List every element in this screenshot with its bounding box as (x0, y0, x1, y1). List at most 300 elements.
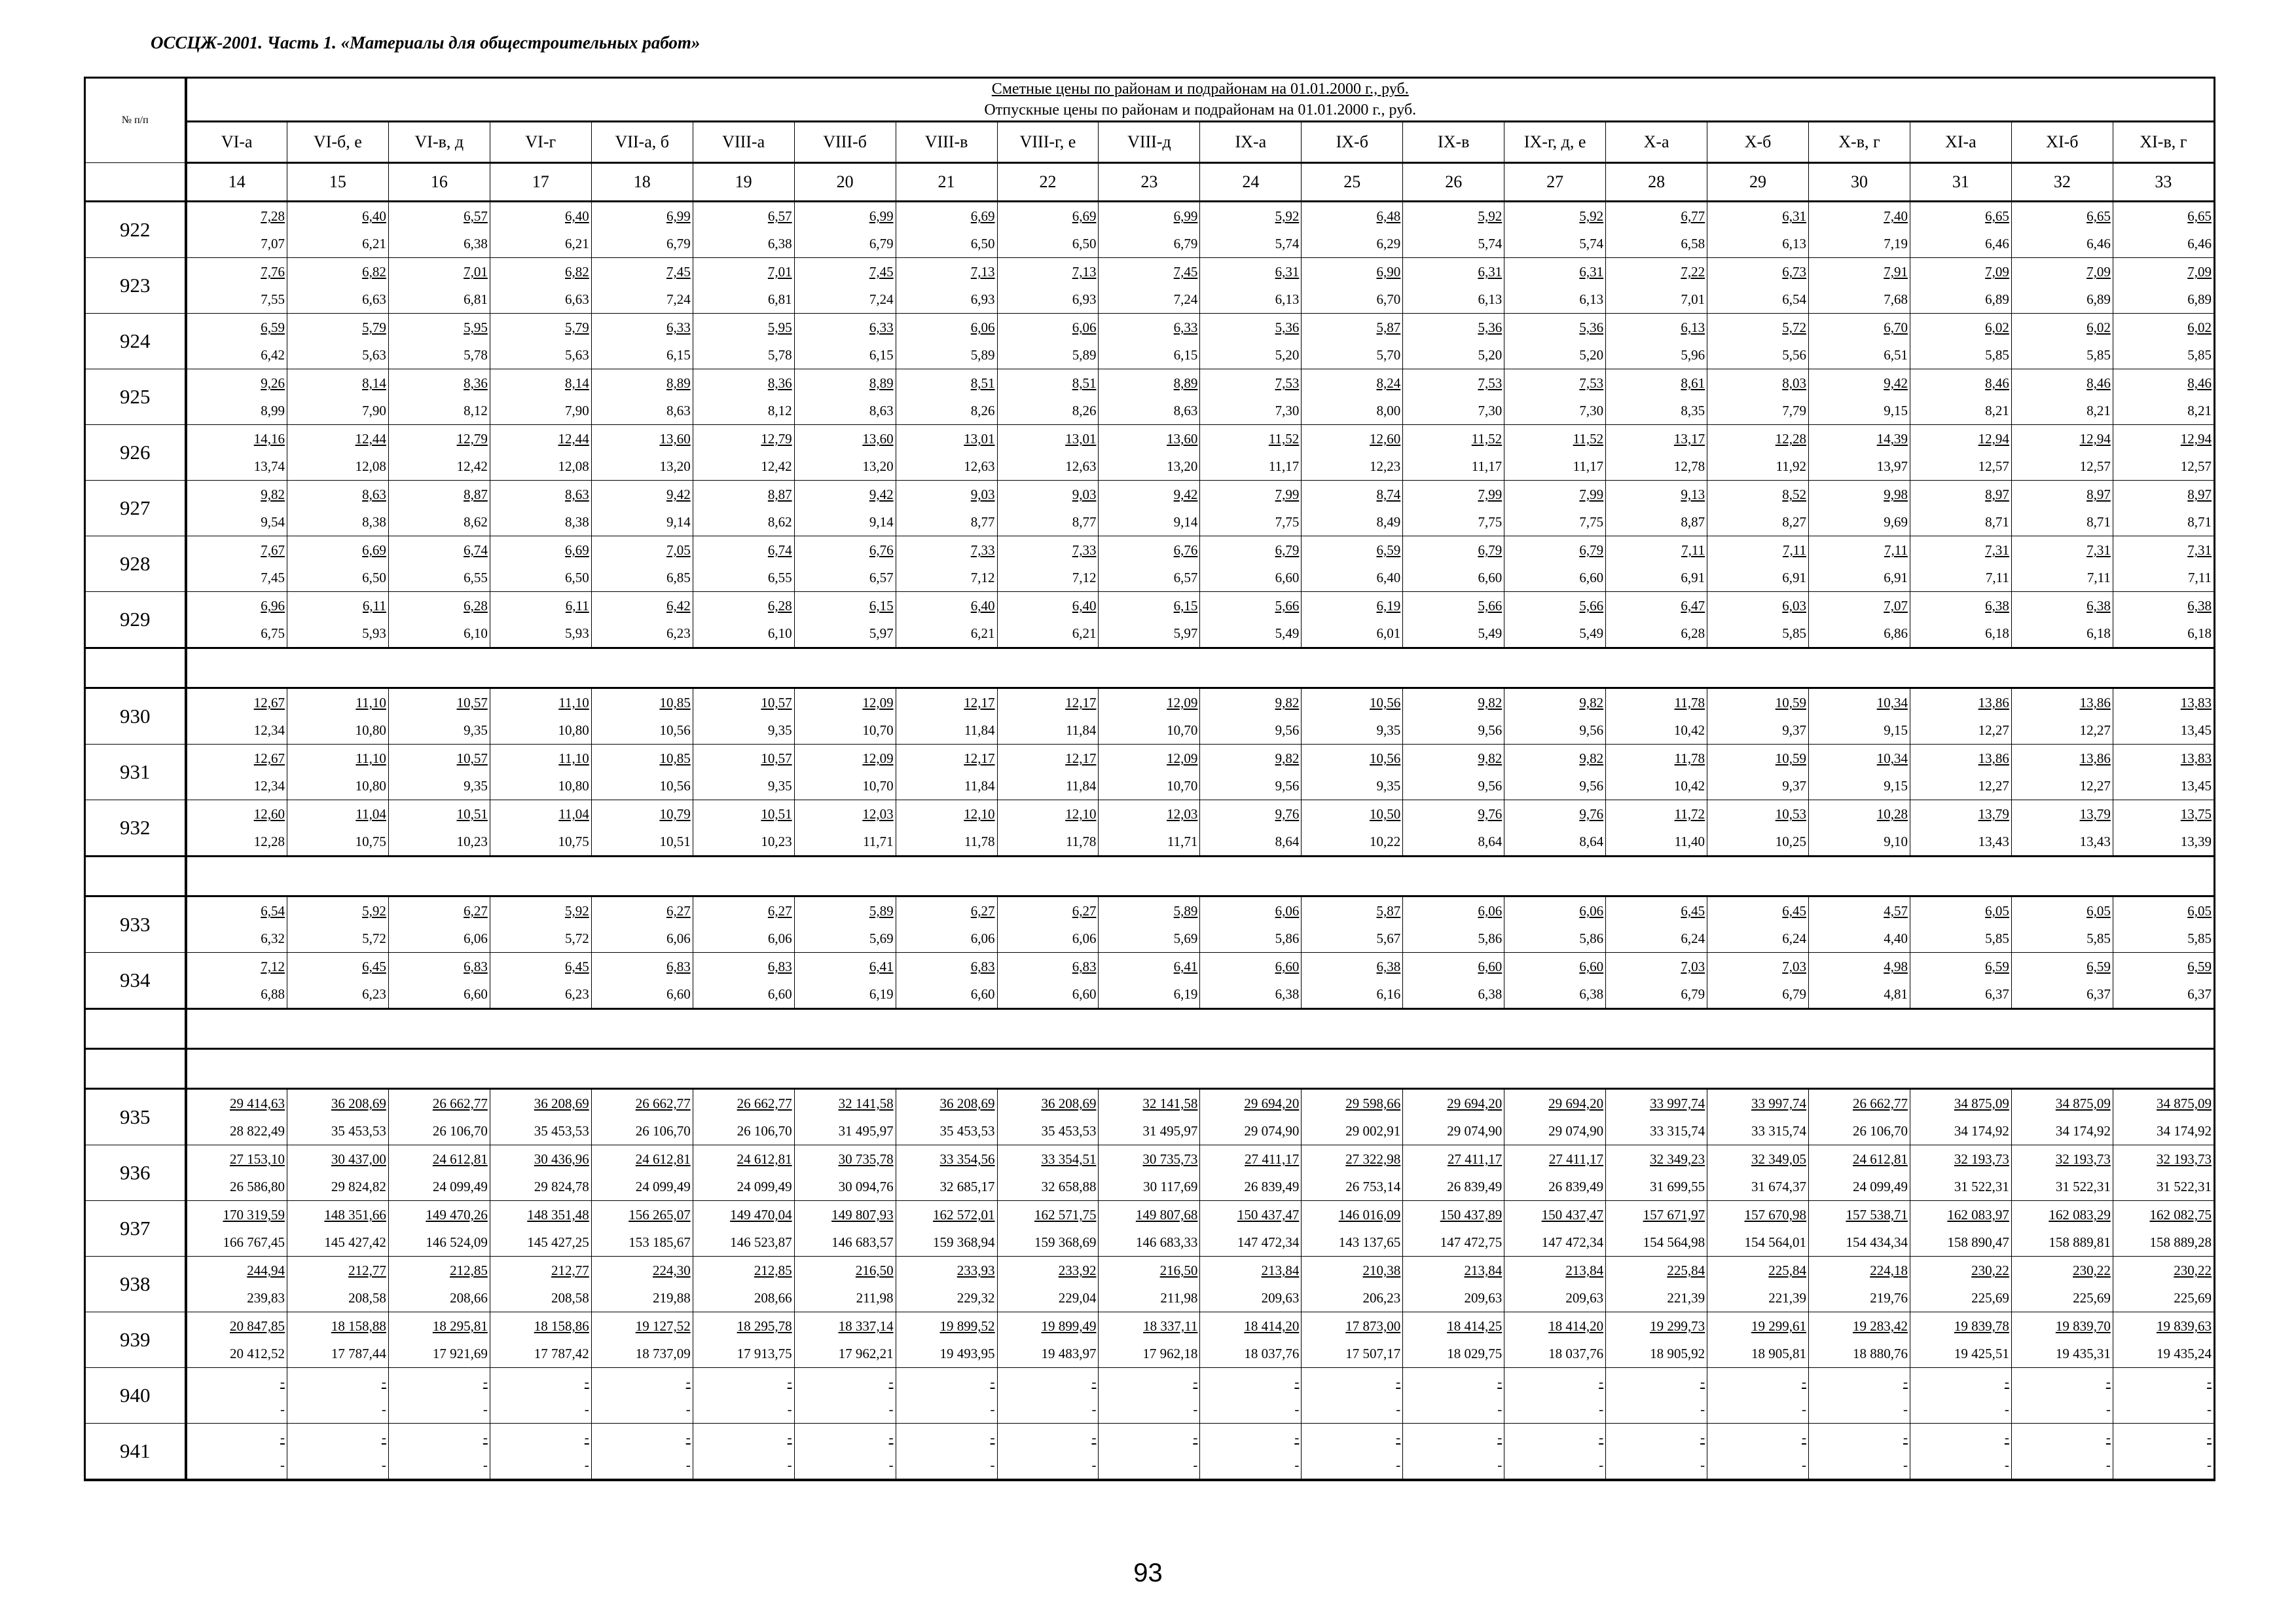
estimated-price: 5,36 (1579, 320, 1604, 335)
price-cell (1504, 953, 1606, 1009)
estimated-price: 10,53 (1775, 806, 1806, 822)
price-cell (490, 1089, 591, 1145)
page-number: 93 (1133, 1559, 1163, 1587)
price-cell (388, 800, 490, 857)
price-cell (1200, 1089, 1302, 1145)
estimated-price: 5,79 (565, 320, 589, 335)
estimated-price: 10,56 (1370, 750, 1401, 766)
estimated-price: - (2004, 1430, 2009, 1445)
release-price: 9,69 (1884, 514, 1908, 530)
estimated-price: 32 193,73 (1954, 1151, 2009, 1167)
price-cell (896, 688, 997, 745)
price-cell (896, 369, 997, 425)
price-cell (1809, 1145, 1910, 1201)
release-price: 26 839,49 (1244, 1179, 1300, 1194)
region-header: IX-б (1302, 122, 1403, 163)
release-price: 8,63 (869, 403, 894, 418)
estimated-price: 12,60 (253, 806, 285, 822)
price-cell (490, 1424, 591, 1481)
price-cell (1809, 1424, 1910, 1481)
estimated-price: 8,61 (1681, 375, 1705, 391)
release-price: - (1091, 1457, 1097, 1473)
estimated-price: 24 612,81 (432, 1151, 488, 1167)
price-cell (1606, 800, 1707, 857)
release-price: 10,23 (761, 834, 792, 849)
estimated-price: 12,17 (964, 695, 995, 710)
price-cell (2011, 1089, 2113, 1145)
release-price: 8,21 (1985, 403, 2009, 418)
estimated-price: 6,06 (970, 320, 995, 335)
price-cell (591, 1424, 693, 1481)
price-cell (794, 1257, 896, 1312)
estimated-price: 6,05 (1985, 903, 2009, 919)
release-price: 6,63 (565, 291, 589, 307)
estimated-price: 26 662,77 (737, 1096, 792, 1111)
price-cell (2011, 1312, 2113, 1368)
estimated-price: 18 414,20 (1244, 1318, 1300, 1334)
price-cell (591, 536, 693, 592)
price-cell (1910, 1312, 2011, 1368)
row-number: 925 (85, 369, 186, 425)
estimated-price: 213,84 (1565, 1263, 1604, 1278)
release-price: 11,17 (1573, 458, 1604, 474)
estimated-price: 8,14 (362, 375, 386, 391)
price-cell (2011, 745, 2113, 800)
estimated-price: 7,13 (970, 264, 995, 280)
estimated-price: 13,75 (2180, 806, 2212, 822)
release-price: - (1903, 1401, 1908, 1417)
release-price: 26 839,49 (1447, 1179, 1503, 1194)
release-price: 9,37 (1782, 722, 1806, 738)
release-price: 8,77 (1072, 514, 1097, 530)
release-price: 145 427,42 (324, 1234, 386, 1250)
estimated-price: 6,60 (1275, 959, 1300, 974)
release-price: 10,70 (1167, 722, 1198, 738)
price-cell (186, 1312, 287, 1368)
price-cell (794, 536, 896, 592)
table-row (85, 1312, 2215, 1368)
price-cell (591, 1312, 693, 1368)
release-price: 225,69 (2174, 1290, 2212, 1306)
price-cell (1504, 1257, 1606, 1312)
region-header: IX-в (1403, 122, 1504, 163)
estimated-price: 34 875,09 (1954, 1096, 2009, 1111)
release-price: 147 472,34 (1541, 1234, 1604, 1250)
release-price: 9,15 (1884, 722, 1908, 738)
price-cell (2011, 369, 2113, 425)
price-cell (896, 1201, 997, 1257)
release-price: 19 435,24 (2157, 1346, 2212, 1361)
estimated-price: 19 127,52 (635, 1318, 691, 1334)
release-price: 12,23 (1370, 458, 1401, 474)
estimated-price: - (280, 1430, 285, 1445)
release-price: 206,23 (1362, 1290, 1401, 1306)
release-price: 24 099,49 (635, 1179, 691, 1194)
release-price: 4,81 (1884, 986, 1908, 1002)
release-price: 12,27 (2079, 722, 2111, 738)
release-price: 29 824,82 (331, 1179, 386, 1194)
estimated-price: - (990, 1374, 995, 1390)
estimated-price: 6,33 (869, 320, 894, 335)
row-number: 933 (85, 896, 186, 953)
release-price: 6,13 (1275, 291, 1300, 307)
region-header: VIII-г, е (997, 122, 1099, 163)
release-price: 7,11 (2188, 570, 2212, 585)
price-cell (1809, 896, 1910, 953)
price-cell (896, 800, 997, 857)
release-price: 31 674,37 (1751, 1179, 1806, 1194)
region-header: VII-а, б (591, 122, 693, 163)
estimated-price: - (483, 1374, 488, 1390)
estimated-price: 11,10 (355, 750, 386, 766)
release-price: 229,32 (957, 1290, 995, 1306)
release-price: 31 495,97 (838, 1123, 894, 1139)
price-cell (2011, 688, 2113, 745)
release-price: 10,75 (558, 834, 589, 849)
price-cell (186, 1089, 287, 1145)
release-price: 17 921,69 (432, 1346, 488, 1361)
estimated-price: 13,86 (2079, 750, 2111, 766)
price-cell (1403, 425, 1504, 481)
estimated-price: 7,09 (2086, 264, 2111, 280)
estimated-price: 148 351,66 (324, 1207, 386, 1223)
estimated-price: 6,38 (2086, 598, 2111, 614)
price-cell (1707, 369, 1809, 425)
price-cell (1910, 1257, 2011, 1312)
price-cell (2113, 1312, 2214, 1368)
price-cell (2113, 1424, 2214, 1481)
release-price: 6,06 (1072, 931, 1097, 946)
estimated-price: 8,46 (2086, 375, 2111, 391)
estimated-price: 8,89 (666, 375, 691, 391)
price-cell (1504, 1089, 1606, 1145)
price-cell (2113, 896, 2214, 953)
release-price: 225,69 (2073, 1290, 2111, 1306)
estimated-price: 6,54 (261, 903, 285, 919)
price-cell (997, 1089, 1099, 1145)
release-price: 11,84 (964, 722, 995, 738)
price-cell (490, 481, 591, 536)
price-cell (2113, 314, 2214, 369)
estimated-price: 30 437,00 (331, 1151, 386, 1167)
price-cell (1302, 800, 1403, 857)
release-price: 6,23 (362, 986, 386, 1002)
release-price: 29 824,78 (534, 1179, 589, 1194)
estimated-price: 6,59 (1985, 959, 2009, 974)
release-price: 8,62 (464, 514, 488, 530)
release-price: 6,16 (1376, 986, 1401, 1002)
release-price: 5,63 (565, 347, 589, 363)
price-cell (186, 314, 287, 369)
release-price: 17 507,17 (1345, 1346, 1401, 1361)
release-price: - (1091, 1401, 1097, 1417)
estimated-price: 29 598,66 (1345, 1096, 1401, 1111)
price-cell (1606, 1257, 1707, 1312)
price-cell (2113, 688, 2214, 745)
price-cell (490, 1257, 591, 1312)
price-cell (490, 314, 591, 369)
estimated-price: - (787, 1374, 792, 1390)
estimated-price: 9,82 (1275, 750, 1300, 766)
row-number: 936 (85, 1145, 186, 1201)
price-cell (1504, 1424, 1606, 1481)
price-cell (388, 1201, 490, 1257)
release-price: 7,30 (1275, 403, 1300, 418)
estimated-price: 6,77 (1681, 208, 1705, 224)
estimated-price: 5,92 (1275, 208, 1300, 224)
release-price: 19 483,97 (1041, 1346, 1097, 1361)
price-cell (186, 1368, 287, 1424)
table-row (85, 953, 2215, 1009)
estimated-price: 9,26 (261, 375, 285, 391)
release-price: 5,72 (362, 931, 386, 946)
price-cell (490, 745, 591, 800)
estimated-price: 7,09 (1985, 264, 2009, 280)
price-cell (1099, 800, 1200, 857)
price-cell (1707, 953, 1809, 1009)
release-price: - (888, 1457, 894, 1473)
release-price: 6,21 (1072, 625, 1097, 641)
price-cell (1707, 1257, 1809, 1312)
estimated-price: 6,03 (1782, 598, 1806, 614)
estimated-price: 6,27 (970, 903, 995, 919)
estimated-price: 170 319,59 (223, 1207, 285, 1223)
release-price: 35 453,53 (939, 1123, 995, 1139)
estimated-price: 5,95 (464, 320, 488, 335)
release-price: 12,42 (456, 458, 488, 474)
estimated-price: 12,67 (253, 695, 285, 710)
release-price: 7,19 (1884, 236, 1908, 251)
column-number: 17 (490, 163, 591, 202)
price-cell (1403, 1145, 1504, 1201)
section-separator-row (85, 1009, 2215, 1049)
price-cell (1099, 536, 1200, 592)
price-cell (1809, 1257, 1910, 1312)
release-price: - (1802, 1457, 1806, 1473)
estimated-price: 150 437,89 (1440, 1207, 1503, 1223)
price-cell (2011, 258, 2113, 314)
price-cell (1606, 314, 1707, 369)
release-price: - (1599, 1401, 1604, 1417)
estimated-price: 9,76 (1478, 806, 1503, 822)
release-price: 147 472,34 (1237, 1234, 1300, 1250)
estimated-price: 6,83 (970, 959, 995, 974)
release-price: 6,86 (1884, 625, 1908, 641)
release-price: - (888, 1401, 894, 1417)
release-price: 10,70 (862, 722, 894, 738)
region-header: VIII-д (1099, 122, 1200, 163)
estimated-price: 6,57 (767, 208, 792, 224)
price-cell (1504, 1201, 1606, 1257)
release-price: - (381, 1401, 386, 1417)
release-price: - (1497, 1457, 1503, 1473)
estimated-price: 6,83 (464, 959, 488, 974)
estimated-price: 8,74 (1376, 487, 1401, 502)
price-cell (1606, 425, 1707, 481)
estimated-price: - (1599, 1430, 1604, 1445)
price-cell (997, 800, 1099, 857)
release-price: 6,58 (1681, 236, 1705, 251)
estimated-price: 6,65 (2187, 208, 2212, 224)
release-price: 12,57 (2180, 458, 2212, 474)
estimated-price: 7,99 (1579, 487, 1604, 502)
price-cell (2011, 896, 2113, 953)
estimated-price: 7,11 (1783, 542, 1806, 558)
price-cell (997, 1145, 1099, 1201)
release-price: 208,58 (348, 1290, 386, 1306)
estimated-price: 10,50 (1370, 806, 1401, 822)
price-cell (693, 314, 794, 369)
estimated-price: 6,69 (1072, 208, 1097, 224)
release-price: 18 737,09 (635, 1346, 691, 1361)
estimated-price: 7,45 (666, 264, 691, 280)
release-price: 9,35 (767, 778, 792, 794)
price-cell (1302, 314, 1403, 369)
release-price: 24 099,49 (1852, 1179, 1908, 1194)
release-price: 6,21 (565, 236, 589, 251)
price-cell (693, 1424, 794, 1481)
release-price: 26 839,49 (1548, 1179, 1604, 1194)
estimated-price: - (1903, 1374, 1908, 1390)
release-price: 12,63 (1065, 458, 1097, 474)
price-cell (997, 258, 1099, 314)
price-cell (1606, 1201, 1707, 1257)
separator-cell (186, 1009, 2215, 1049)
price-cell (2113, 258, 2214, 314)
estimated-price: 7,12 (261, 959, 285, 974)
estimated-price: 6,79 (1478, 542, 1503, 558)
release-price: 7,12 (970, 570, 995, 585)
price-cell (896, 258, 997, 314)
estimated-price: 34 875,09 (2055, 1096, 2111, 1111)
release-price: 6,79 (1681, 986, 1705, 1002)
price-cell (1606, 1312, 1707, 1368)
estimated-price: 7,76 (261, 264, 285, 280)
release-price: 8,71 (2187, 514, 2212, 530)
estimated-price: 6,70 (1884, 320, 1908, 335)
price-cell (693, 258, 794, 314)
price-cell (1099, 314, 1200, 369)
estimated-price: 6,06 (1275, 903, 1300, 919)
column-number: 23 (1099, 163, 1200, 202)
release-price: 5,89 (970, 347, 995, 363)
release-price: 35 453,53 (534, 1123, 589, 1139)
price-cell (1504, 1145, 1606, 1201)
table-row (85, 369, 2215, 425)
release-price: 11,84 (964, 778, 995, 794)
price-cell (794, 1312, 896, 1368)
estimated-price: 6,13 (1681, 320, 1705, 335)
release-price: 208,58 (551, 1290, 589, 1306)
estimated-price: 12,28 (1775, 431, 1806, 447)
release-price: 6,55 (464, 570, 488, 585)
price-cell (1200, 314, 1302, 369)
estimated-price: 10,59 (1775, 695, 1806, 710)
release-price: 6,18 (2187, 625, 2212, 641)
estimated-price: 27 411,17 (1548, 1151, 1604, 1167)
price-cell (693, 953, 794, 1009)
price-cell (896, 592, 997, 648)
release-price: 9,56 (1275, 778, 1300, 794)
price-cell (591, 953, 693, 1009)
price-cell (794, 953, 896, 1009)
release-price: 9,35 (464, 722, 488, 738)
release-price: 5,49 (1478, 625, 1503, 641)
price-cell (693, 1368, 794, 1424)
estimated-price: 12,03 (1167, 806, 1198, 822)
price-cell (287, 1201, 388, 1257)
estimated-price: 212,85 (754, 1263, 792, 1278)
estimated-price: 157 670,98 (1744, 1207, 1806, 1223)
release-price: 5,85 (2086, 931, 2111, 946)
estimated-price: 9,98 (1884, 487, 1908, 502)
release-price: 13,20 (862, 458, 894, 474)
row-number: 928 (85, 536, 186, 592)
price-cell (1099, 481, 1200, 536)
estimated-price: 4,98 (1884, 959, 1908, 974)
price-cell (1099, 688, 1200, 745)
price-cell (1200, 369, 1302, 425)
column-number: 27 (1504, 163, 1606, 202)
estimated-price: 6,27 (666, 903, 691, 919)
release-price: 6,91 (1782, 570, 1806, 585)
release-price: 6,50 (970, 236, 995, 251)
region-header: XI-б (2011, 122, 2113, 163)
release-price: 7,75 (1478, 514, 1503, 530)
release-price: 6,24 (1782, 931, 1806, 946)
estimated-price: - (584, 1430, 589, 1445)
estimated-price: 12,03 (862, 806, 894, 822)
separator-cell (85, 648, 186, 688)
estimated-price: 13,86 (1978, 750, 2009, 766)
estimated-price: 5,36 (1478, 320, 1503, 335)
release-price: 221,39 (1667, 1290, 1705, 1306)
row-number: 932 (85, 800, 186, 857)
estimated-price: 11,10 (558, 750, 589, 766)
estimated-price: - (1294, 1430, 1300, 1445)
price-cell (388, 592, 490, 648)
table-row (85, 745, 2215, 800)
release-price: 7,07 (261, 236, 285, 251)
price-cell (388, 1368, 490, 1424)
price-cell (287, 314, 388, 369)
estimated-price: 36 208,69 (1041, 1096, 1097, 1111)
release-price: 4,40 (1884, 931, 1908, 946)
release-price: 208,66 (754, 1290, 792, 1306)
price-cell (1809, 425, 1910, 481)
price-cell (1707, 1089, 1809, 1145)
price-cell (1707, 1145, 1809, 1201)
release-price: 9,15 (1884, 778, 1908, 794)
estimated-price: 6,31 (1275, 264, 1300, 280)
estimated-price: 12,60 (1370, 431, 1401, 447)
release-price: - (787, 1457, 792, 1473)
price-cell (1302, 1201, 1403, 1257)
release-price: 26 106,70 (635, 1123, 691, 1139)
release-price: 9,10 (1884, 834, 1908, 849)
release-price: 8,12 (464, 403, 488, 418)
separator-cell (186, 1049, 2215, 1089)
release-price: 5,20 (1478, 347, 1503, 363)
price-cell (896, 425, 997, 481)
price-cell (1099, 1089, 1200, 1145)
release-price: 17 913,75 (737, 1346, 792, 1361)
estimated-price: 225,84 (1768, 1263, 1806, 1278)
column-number: 22 (997, 163, 1099, 202)
estimated-price: 8,14 (565, 375, 589, 391)
price-cell (490, 800, 591, 857)
price-cell (287, 1424, 388, 1481)
